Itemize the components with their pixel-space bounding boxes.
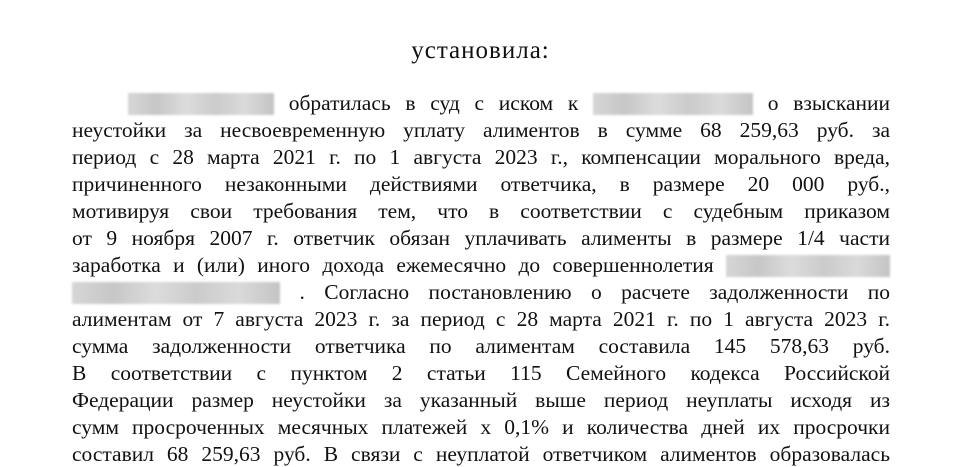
redacted-plaintiff-name bbox=[128, 93, 274, 115]
text-line-3: период с 28 марта 2021 г. по 1 августа 2023 г., компенсации морального вреда, bbox=[72, 145, 890, 169]
text-line-13: сумм просроченных месячных платежей х 0,1% и количества дней их просрочки bbox=[72, 415, 890, 439]
text-line-6: от 9 ноября 2007 г. ответчик обязан уплачивать алименты в размере 1/4 части bbox=[72, 226, 890, 250]
text-line-1 bbox=[128, 90, 890, 116]
text-line-8 bbox=[72, 279, 890, 305]
text-line-1-tail: о взыскании bbox=[767, 91, 891, 115]
text-line-7 bbox=[72, 252, 890, 278]
text-line-1-main: обратилась в суд с иском к bbox=[288, 91, 579, 115]
section-heading: установила: bbox=[411, 37, 550, 64]
text-line-8-main: . Согласно постановлению о расчете задолженности по bbox=[299, 280, 891, 304]
text-line-4: причиненного незаконными действиями ответчика, в размере 20 000 руб., bbox=[72, 172, 890, 196]
redacted-child-name-part2 bbox=[72, 282, 280, 304]
text-line-14: составил 68 259,63 руб. В связи с неуплатой ответчиком алиментов образовалась bbox=[72, 442, 890, 466]
redacted-child-name-part1 bbox=[726, 255, 890, 277]
text-line-12: Федерации размер неустойки за указанный выше период неуплаты исходя из bbox=[72, 388, 890, 412]
text-line-9: алиментам от 7 августа 2023 г. за период с 28 марта 2021 г. по 1 августа 2023 г. bbox=[72, 307, 890, 331]
text-line-11: В соответствии с пунктом 2 статьи 115 Семейного кодекса Российской bbox=[72, 361, 890, 385]
redacted-defendant-name bbox=[593, 93, 753, 115]
text-line-5: мотивируя свои требования тем, что в соответствии с судебным приказом bbox=[72, 199, 890, 223]
text-line-10: сумма задолженности ответчика по алиментам составила 145 578,63 руб. bbox=[72, 334, 890, 358]
text-line-2: неустойки за несвоевременную уплату алиментов в сумме 68 259,63 руб. за bbox=[72, 118, 890, 142]
text-line-7-main: заработка и (или) иного дохода ежемесячно до совершеннолетия bbox=[72, 253, 714, 277]
